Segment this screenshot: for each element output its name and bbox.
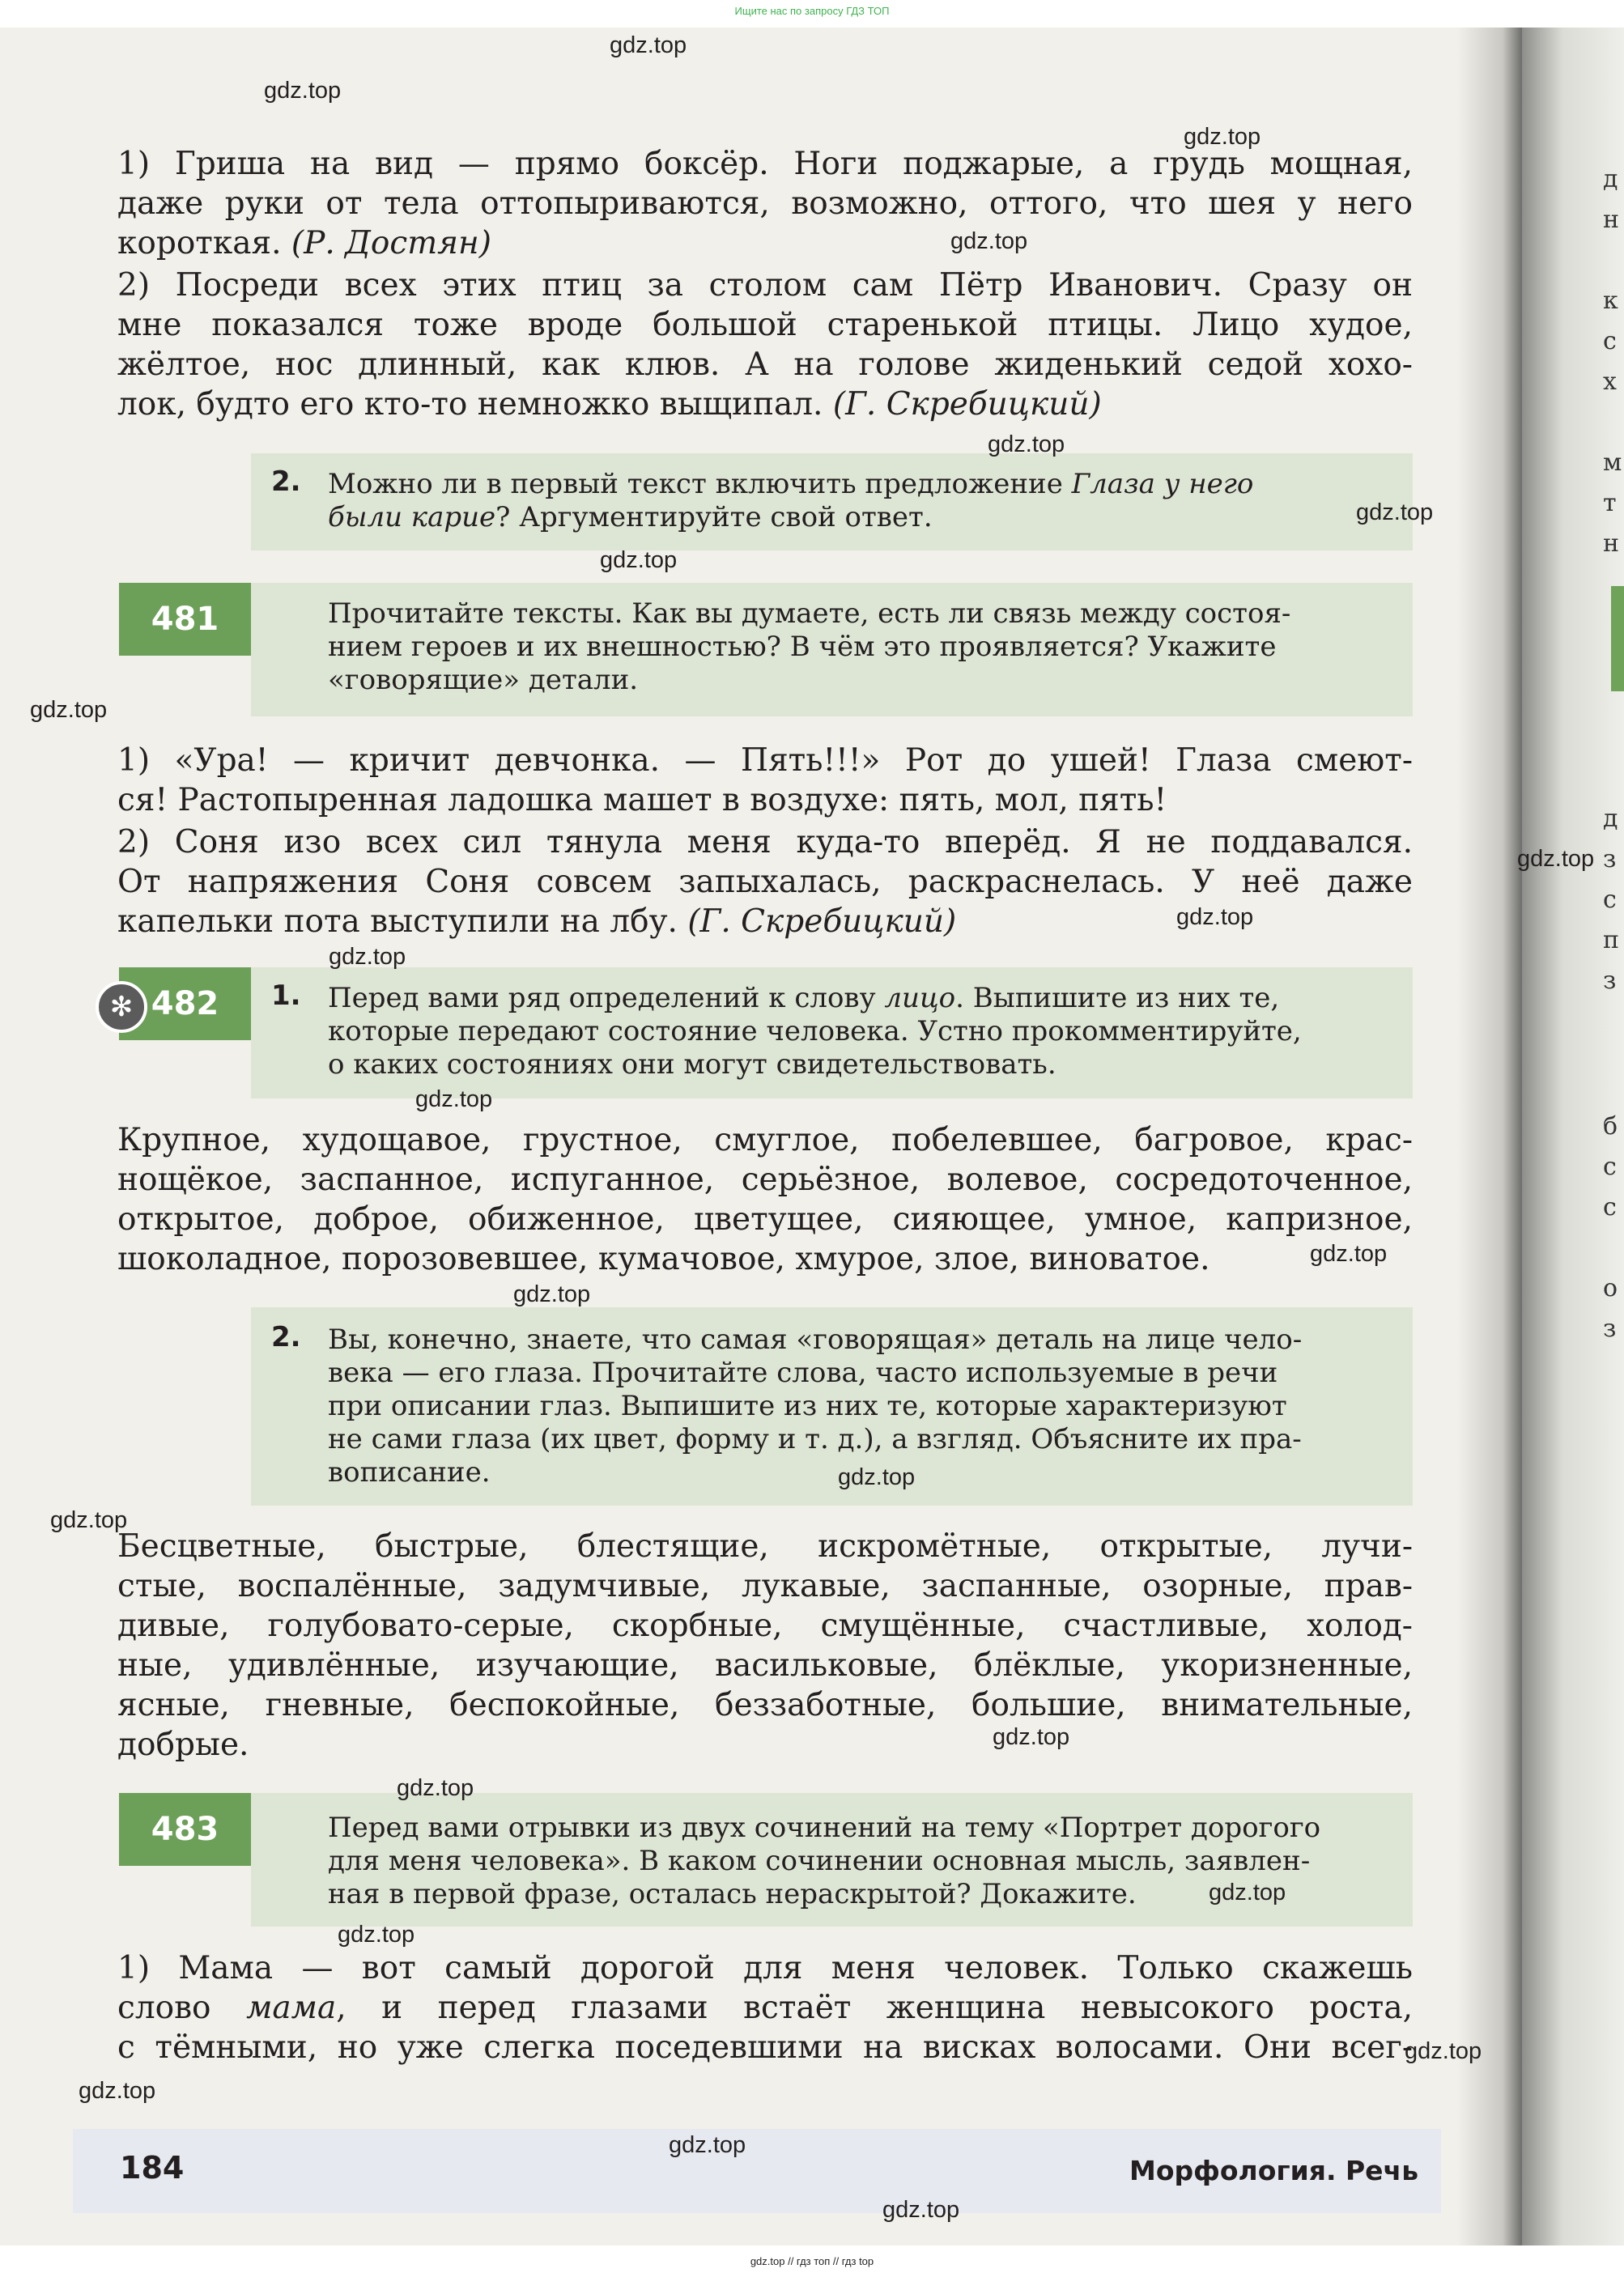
- ex483-p1-italic: мама: [246, 1990, 337, 2026]
- watermark: gdz.top: [397, 1775, 474, 1801]
- ex481-p2-author: (Г. Скребицкий): [687, 903, 957, 940]
- ex482-words2-line-1: Бесцветные, быстрые, блестящие, искромётные, открытые, лучи-: [117, 1528, 1413, 1565]
- task-480-2-line-1: [328, 468, 1397, 501]
- next-page-fragment: с: [1603, 886, 1617, 914]
- ex481-p1-line-2: ся! Растопыренная ладошка машет в воздухе: пять, мол, пять!: [117, 782, 1167, 818]
- next-page-fragment: п: [1603, 926, 1619, 954]
- watermark: gdz.top: [30, 697, 108, 723]
- next-page-green-strip: [1611, 586, 1624, 691]
- ex483-line-1: Перед вами отрывки из двух сочинений на тему «Портрет дорогого: [328, 1812, 1321, 1844]
- next-page-fragment: з: [1603, 967, 1617, 995]
- ex482-words2-line-4: ные, удивлённые, изучающие, васильковые, блёклые, укоризненные,: [117, 1647, 1413, 1684]
- text-1-line-3: [117, 223, 1413, 263]
- next-page-fragment: б: [1603, 1112, 1618, 1141]
- page-number: 184: [120, 2150, 185, 2186]
- ex482-task2-line-2: века — его глаза. Прочитайте слова, часто используемые в речи: [328, 1357, 1278, 1389]
- watermark: gdz.top: [1517, 846, 1595, 872]
- watermark: gdz.top: [1356, 499, 1434, 525]
- watermark: gdz.top: [1184, 124, 1261, 150]
- next-page-fragment: н: [1603, 206, 1619, 234]
- exercise-482-badge: 482: [119, 967, 251, 1040]
- ex481-p2-line-1: 2) Соня изо всех сил тянула меня куда-то вперёд. Я не поддавался.: [117, 824, 1413, 860]
- ex482-task1-line-3: о каких состояниях они могут свидетельствовать.: [328, 1048, 1056, 1081]
- text-2-line-2: мне показался тоже вроде большой старенькой птицы. Лицо худое,: [117, 307, 1413, 343]
- watermark: gdz.top: [50, 1507, 128, 1533]
- watermark: gdz.top: [988, 431, 1065, 457]
- text-2-line-4: [117, 384, 1413, 424]
- next-page-fragment: с: [1603, 1153, 1617, 1181]
- next-page-fragment: с: [1603, 327, 1617, 355]
- ex483-p1-line-2: [117, 1988, 1413, 2028]
- ex482-task2-line-5: вописание.: [328, 1456, 491, 1489]
- ex482-task1-text-c: . Выпишите из них те,: [955, 982, 1280, 1014]
- watermark: gdz.top: [993, 1724, 1070, 1750]
- next-page-fragment: з: [1603, 845, 1617, 873]
- watermark: gdz.top: [338, 1922, 415, 1948]
- top-search-banner[interactable]: Ищите нас по запросу ГДЗ ТОП: [734, 5, 890, 17]
- watermark: gdz.top: [1405, 2038, 1482, 2064]
- ex482-task2-line-3: при описании глаз. Выпишите из них те, которые характеризуют: [328, 1390, 1287, 1422]
- watermark: gdz.top: [838, 1464, 916, 1490]
- text-1-last: короткая.: [117, 225, 282, 261]
- text-2-line-3: жёлтое, нос длинный, как клюв. А на голове жиденький седой хохо-: [117, 346, 1413, 383]
- bottom-banner[interactable]: gdz.top // гдз топ // гдз top: [750, 2255, 874, 2267]
- ex483-p1-line-3: с тёмными, но уже слегка поседевшими на висках волосами. Они всег-: [117, 2029, 1413, 2066]
- watermark: gdz.top: [415, 1086, 493, 1112]
- ex482-words2-line-6: добрые.: [117, 1727, 249, 1763]
- ex482-task2-line-4: не сами глаза (их цвет, форму и т. д.), а взгляд. Объясните их пра-: [328, 1423, 1302, 1455]
- task-number: 1.: [271, 979, 301, 1012]
- next-page-fragment: х: [1603, 368, 1617, 396]
- watermark: gdz.top: [1310, 1241, 1388, 1267]
- text-2-line-1: 2) Посреди всех этих птиц за столом сам Пётр Иванович. Сразу он: [117, 267, 1413, 304]
- ex483-p1-text-c: , и перед глазами встаёт женщина невысокого роста,: [336, 1990, 1414, 2026]
- text-2-author: (Г. Скребицкий): [832, 386, 1102, 423]
- section-title: Морфология. Речь: [1129, 2155, 1419, 2186]
- text-1-author: (Р. Достян): [291, 225, 491, 261]
- task-480-2-italic-b: были карие: [328, 501, 496, 533]
- ex483-p1-line-1: 1) Мама — вот самый дорогой для меня человек. Только скажешь: [117, 1950, 1413, 1986]
- ex482-words2-line-2: стые, воспалённые, задумчивые, лукавые, заспанные, озорные, прав-: [117, 1568, 1413, 1604]
- watermark: gdz.top: [264, 78, 342, 104]
- watermark: gdz.top: [1176, 904, 1254, 930]
- task-480-2-text-b: ? Аргументируйте свой ответ.: [495, 501, 933, 533]
- ex481-p2-line-2: От напряжения Соня совсем запыхалась, раскраснелась. У неё даже: [117, 864, 1413, 900]
- next-page-fragment: к: [1603, 287, 1618, 315]
- ex482-task1-line-2: которые передают состояние человека. Устно прокомментируйте,: [328, 1015, 1302, 1047]
- page-gutter-shadow: [1457, 28, 1522, 2245]
- ex481-line-1: Прочитайте тексты. Как вы думаете, есть ли связь между состоя-: [328, 597, 1291, 630]
- ex483-p1-text-a: слово: [117, 1990, 211, 2026]
- ex481-p1-line-1: 1) «Ура! — кричит девчонка. — Пять!!!» Рот до ушей! Глаза смеют-: [117, 742, 1413, 779]
- next-page-fragment: н: [1603, 529, 1619, 558]
- task-number: 2.: [271, 465, 301, 498]
- ex482-words2-line-5: ясные, гневные, беспокойные, беззаботные, большие, внимательные,: [117, 1687, 1413, 1723]
- next-page-fragment: с: [1603, 1193, 1617, 1221]
- ex481-line-2: нием героев и их внешностью? В чём это проявляется? Укажите: [328, 631, 1277, 663]
- ex483-line-3: ная в первой фразе, осталась нераскрытой? Докажите.: [328, 1878, 1137, 1910]
- next-page-fragment: т: [1603, 489, 1617, 517]
- task-480-2-text-a: Можно ли в первый текст включить предложение: [328, 468, 1063, 500]
- task-number: 2.: [271, 1321, 301, 1353]
- ex482-words1-line-2: нощёкое, заспанное, испуганное, серьёзное, волевое, сосредоточенное,: [117, 1162, 1413, 1198]
- text-1-line-2: даже руки от тела оттопыриваются, возможно, оттого, что шея у него: [117, 185, 1413, 222]
- next-page-fragment: з: [1603, 1315, 1617, 1343]
- watermark: gdz.top: [1209, 1880, 1286, 1905]
- watermark: gdz.top: [950, 228, 1028, 254]
- next-page-fragment: о: [1603, 1274, 1618, 1302]
- exercise-481-badge: 481: [119, 583, 251, 656]
- next-page-edge: [1522, 28, 1624, 2245]
- ex482-words1-line-3: открытое, доброе, обиженное, цветущее, сияющее, умное, капризное,: [117, 1201, 1413, 1238]
- next-page-fragment: д: [1603, 165, 1618, 193]
- task-480-2-line-2: [328, 501, 1397, 534]
- ex481-line-3: «говорящие» детали.: [328, 664, 639, 696]
- task-480-2-italic-a: Глаза у него: [1071, 468, 1254, 500]
- ex482-task1-italic: лицо: [884, 982, 956, 1014]
- watermark: gdz.top: [600, 547, 678, 573]
- exercise-483-badge: 483: [119, 1793, 251, 1866]
- ex482-words1-line-4: шоколадное, порозовевшее, кумачовое, хмурое, злое, виноватое.: [117, 1241, 1210, 1277]
- watermark: gdz.top: [610, 32, 687, 58]
- watermark: gdz.top: [669, 2132, 746, 2158]
- ex482-words2-line-3: дивые, голубовато-серые, скорбные, смущённые, счастливые, холод-: [117, 1608, 1413, 1644]
- asterisk-star-icon: ✻: [96, 981, 147, 1033]
- ex483-line-2: для меня человека». В каком сочинении основная мысль, заявлен-: [328, 1845, 1311, 1877]
- next-page-fragment: д: [1603, 805, 1618, 833]
- watermark: gdz.top: [882, 2197, 960, 2223]
- ex481-p2-last: капельки пота выступили на лбу.: [117, 903, 678, 940]
- ex482-task1-text-a: Перед вами ряд определений к слову: [328, 982, 876, 1014]
- ex482-words1-line-1: Крупное, худощавое, грустное, смуглое, побелевшее, багровое, крас-: [117, 1122, 1413, 1158]
- text-1-line-1: 1) Гриша на вид — прямо боксёр. Ноги поджарые, а грудь мощная,: [117, 146, 1413, 182]
- next-page-fragment: м: [1603, 448, 1622, 477]
- ex482-task2-line-1: Вы, конечно, знаете, что самая «говорящая» деталь на лице чело-: [328, 1323, 1303, 1356]
- text-2-last: лок, будто его кто-то немножко выщипал.: [117, 386, 823, 423]
- ex482-task1-line-1: [328, 982, 1397, 1015]
- watermark: gdz.top: [329, 944, 406, 970]
- watermark: gdz.top: [79, 2078, 156, 2104]
- watermark: gdz.top: [513, 1281, 591, 1307]
